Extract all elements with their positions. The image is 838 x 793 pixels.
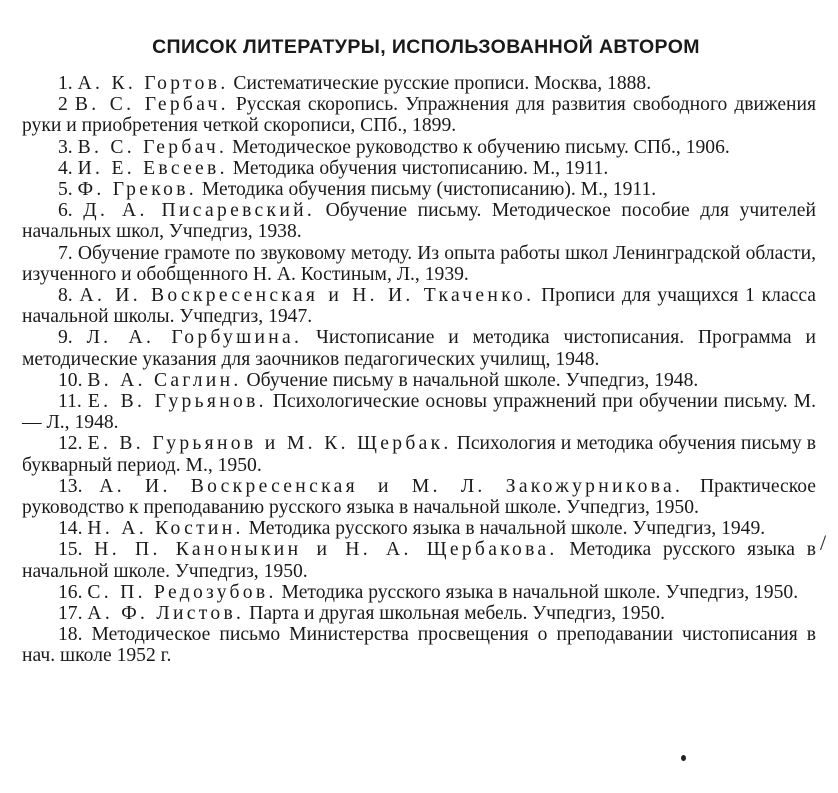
entry-number: 16. — [58, 581, 83, 603]
entry-details: Чистописание и методика чистописания. Программа и методические указания для заочников педагогических училищ, 1948. — [22, 327, 816, 370]
entry-number: 5. — [58, 179, 73, 201]
bibliography-entry — [22, 539, 816, 581]
entry-author: Ф. Греков. — [77, 179, 197, 201]
entry-details: Методическое письмо Министерства просвещения о преподавании чистописания в нач. школе 1952 г. — [22, 624, 816, 667]
entry-number: 8. — [58, 285, 73, 307]
entry-details: Практическое руководство к преподаванию русского языка в начальной школе. Учпедгиз, 1950. — [22, 475, 816, 519]
entry-details: Методика обучения чистописанию. М., 1911. — [227, 157, 609, 179]
entry-details: Прописи для учащихся 1 класса начальной школы. Учпедгиз, 1947. — [22, 285, 816, 328]
entry-number: 7. — [58, 242, 73, 264]
entry-details: Психологические основы упражнений при обучении письму. М. — Л., 1948. — [22, 391, 816, 434]
entry-details: Методика обучения письму (чистописанию). М., 1911. — [196, 179, 657, 201]
entry-author: Л. А. Горбушина. — [86, 327, 303, 349]
bibliography-entry — [22, 391, 816, 433]
bibliography-entry — [22, 433, 816, 475]
entry-details: Методика русского языка в начальной школе. Учпедгиз, 1949. — [243, 518, 766, 540]
entry-author: Н. А. Костин. — [87, 518, 244, 540]
entry-author: В. С. Гербач. — [74, 94, 229, 116]
entry-number: 14. — [58, 518, 83, 540]
margin-mark-icon: / — [820, 530, 827, 555]
bibliography-entry — [22, 285, 816, 327]
bibliography-entry — [22, 603, 816, 624]
entry-number: 4. — [58, 157, 73, 179]
entry-details: Обучение письму. Методическое пособие для учителей начальных школ, Учпедгиз, 1938. — [22, 200, 816, 243]
bibliography-entry — [22, 137, 816, 158]
entry-number: 10. — [58, 369, 83, 391]
entry-author: Е. В. Гурьянов. — [87, 391, 267, 413]
entry-number: 11. — [58, 391, 82, 413]
entry-details: Методическое руководство к обучению письму. СПб., 1906. — [227, 136, 730, 158]
bibliography-entry — [22, 243, 816, 285]
entry-author: А. К. Гортов. — [77, 73, 229, 94]
entry-number: 13. — [58, 475, 83, 497]
entry-number: 18. — [58, 624, 83, 646]
entry-author: Д. А. Писаревский. — [83, 200, 316, 222]
entry-author: В. С. Гербач. — [77, 136, 228, 158]
entry-number: 1. — [58, 73, 73, 94]
bibliography-list — [22, 73, 816, 667]
entry-author: И. Е. Евсеев. — [77, 157, 228, 179]
entry-details: Обучение грамоте по звуковому методу. Из опыта работы школ Ленинградской области, изученного и обобщенного Н. А. Костиным, Л., 1939. — [22, 242, 816, 285]
bibliography-entry — [22, 476, 816, 518]
bibliography-entry — [22, 158, 816, 179]
entry-number: 6. — [58, 200, 73, 222]
entry-details: Психология и методика обучения письму в букварный период. М., 1950. — [22, 433, 816, 476]
bibliography-entry — [22, 200, 816, 242]
bibliography-page — [22, 36, 816, 667]
entry-details: Методика русского языка в начальной школе. Учпедгиз, 1950. — [22, 539, 816, 582]
entry-number: 12. — [58, 433, 83, 455]
entry-number: 3. — [58, 136, 73, 158]
entry-details: Систематические русские прописи. Москва, 1888. — [228, 73, 652, 94]
page-title: СПИСОК ЛИТЕРАТУРЫ, ИСПОЛЬЗОВАННОЙ АВТОРОМ — [152, 36, 700, 58]
entry-author: В. А. Саглин. — [87, 369, 242, 391]
entry-details: Обучение письму в начальной школе. Учпедгиз, 1948. — [241, 369, 699, 391]
bibliography-entry — [22, 518, 816, 539]
entry-author: А. И. Воскресенская и Н. И. Ткаченко. — [79, 285, 535, 307]
bibliography-entry — [22, 179, 816, 200]
entry-author: А. Ф. Листов. — [87, 603, 245, 625]
ink-dot-icon — [681, 755, 686, 761]
entry-number: 2 — [58, 94, 68, 116]
entry-author: А. И. Воскресенская и М. Л. Закожурникова. — [99, 475, 684, 497]
entry-author: Н. П. Каноныкин и Н. А. Щербакова. — [94, 539, 558, 561]
bibliography-entry — [22, 582, 816, 603]
bibliography-entry — [22, 327, 816, 369]
entry-author: С. П. Редозубов. — [87, 581, 277, 603]
entry-number: 9. — [58, 327, 73, 349]
entry-details: Методика русского языка в начальной школе. Учпедгиз, 1950. — [276, 581, 799, 603]
entry-details: Русская скоропись. Упражнения для развития свободного движения руки и приобретения четкой скорописи, СПб., 1899. — [22, 94, 817, 137]
bibliography-entry — [22, 370, 816, 391]
entry-number: 15. — [58, 539, 83, 561]
bibliography-entry — [22, 624, 816, 666]
entry-details: Парта и другая школьная мебель. Учпедгиз, 1950. — [244, 603, 666, 625]
bibliography-entry — [22, 73, 816, 94]
entry-author: Е. В. Гурьянов и М. К. Щербак. — [87, 433, 452, 455]
bibliography-entry — [22, 94, 816, 136]
entry-number: 17. — [58, 603, 83, 625]
